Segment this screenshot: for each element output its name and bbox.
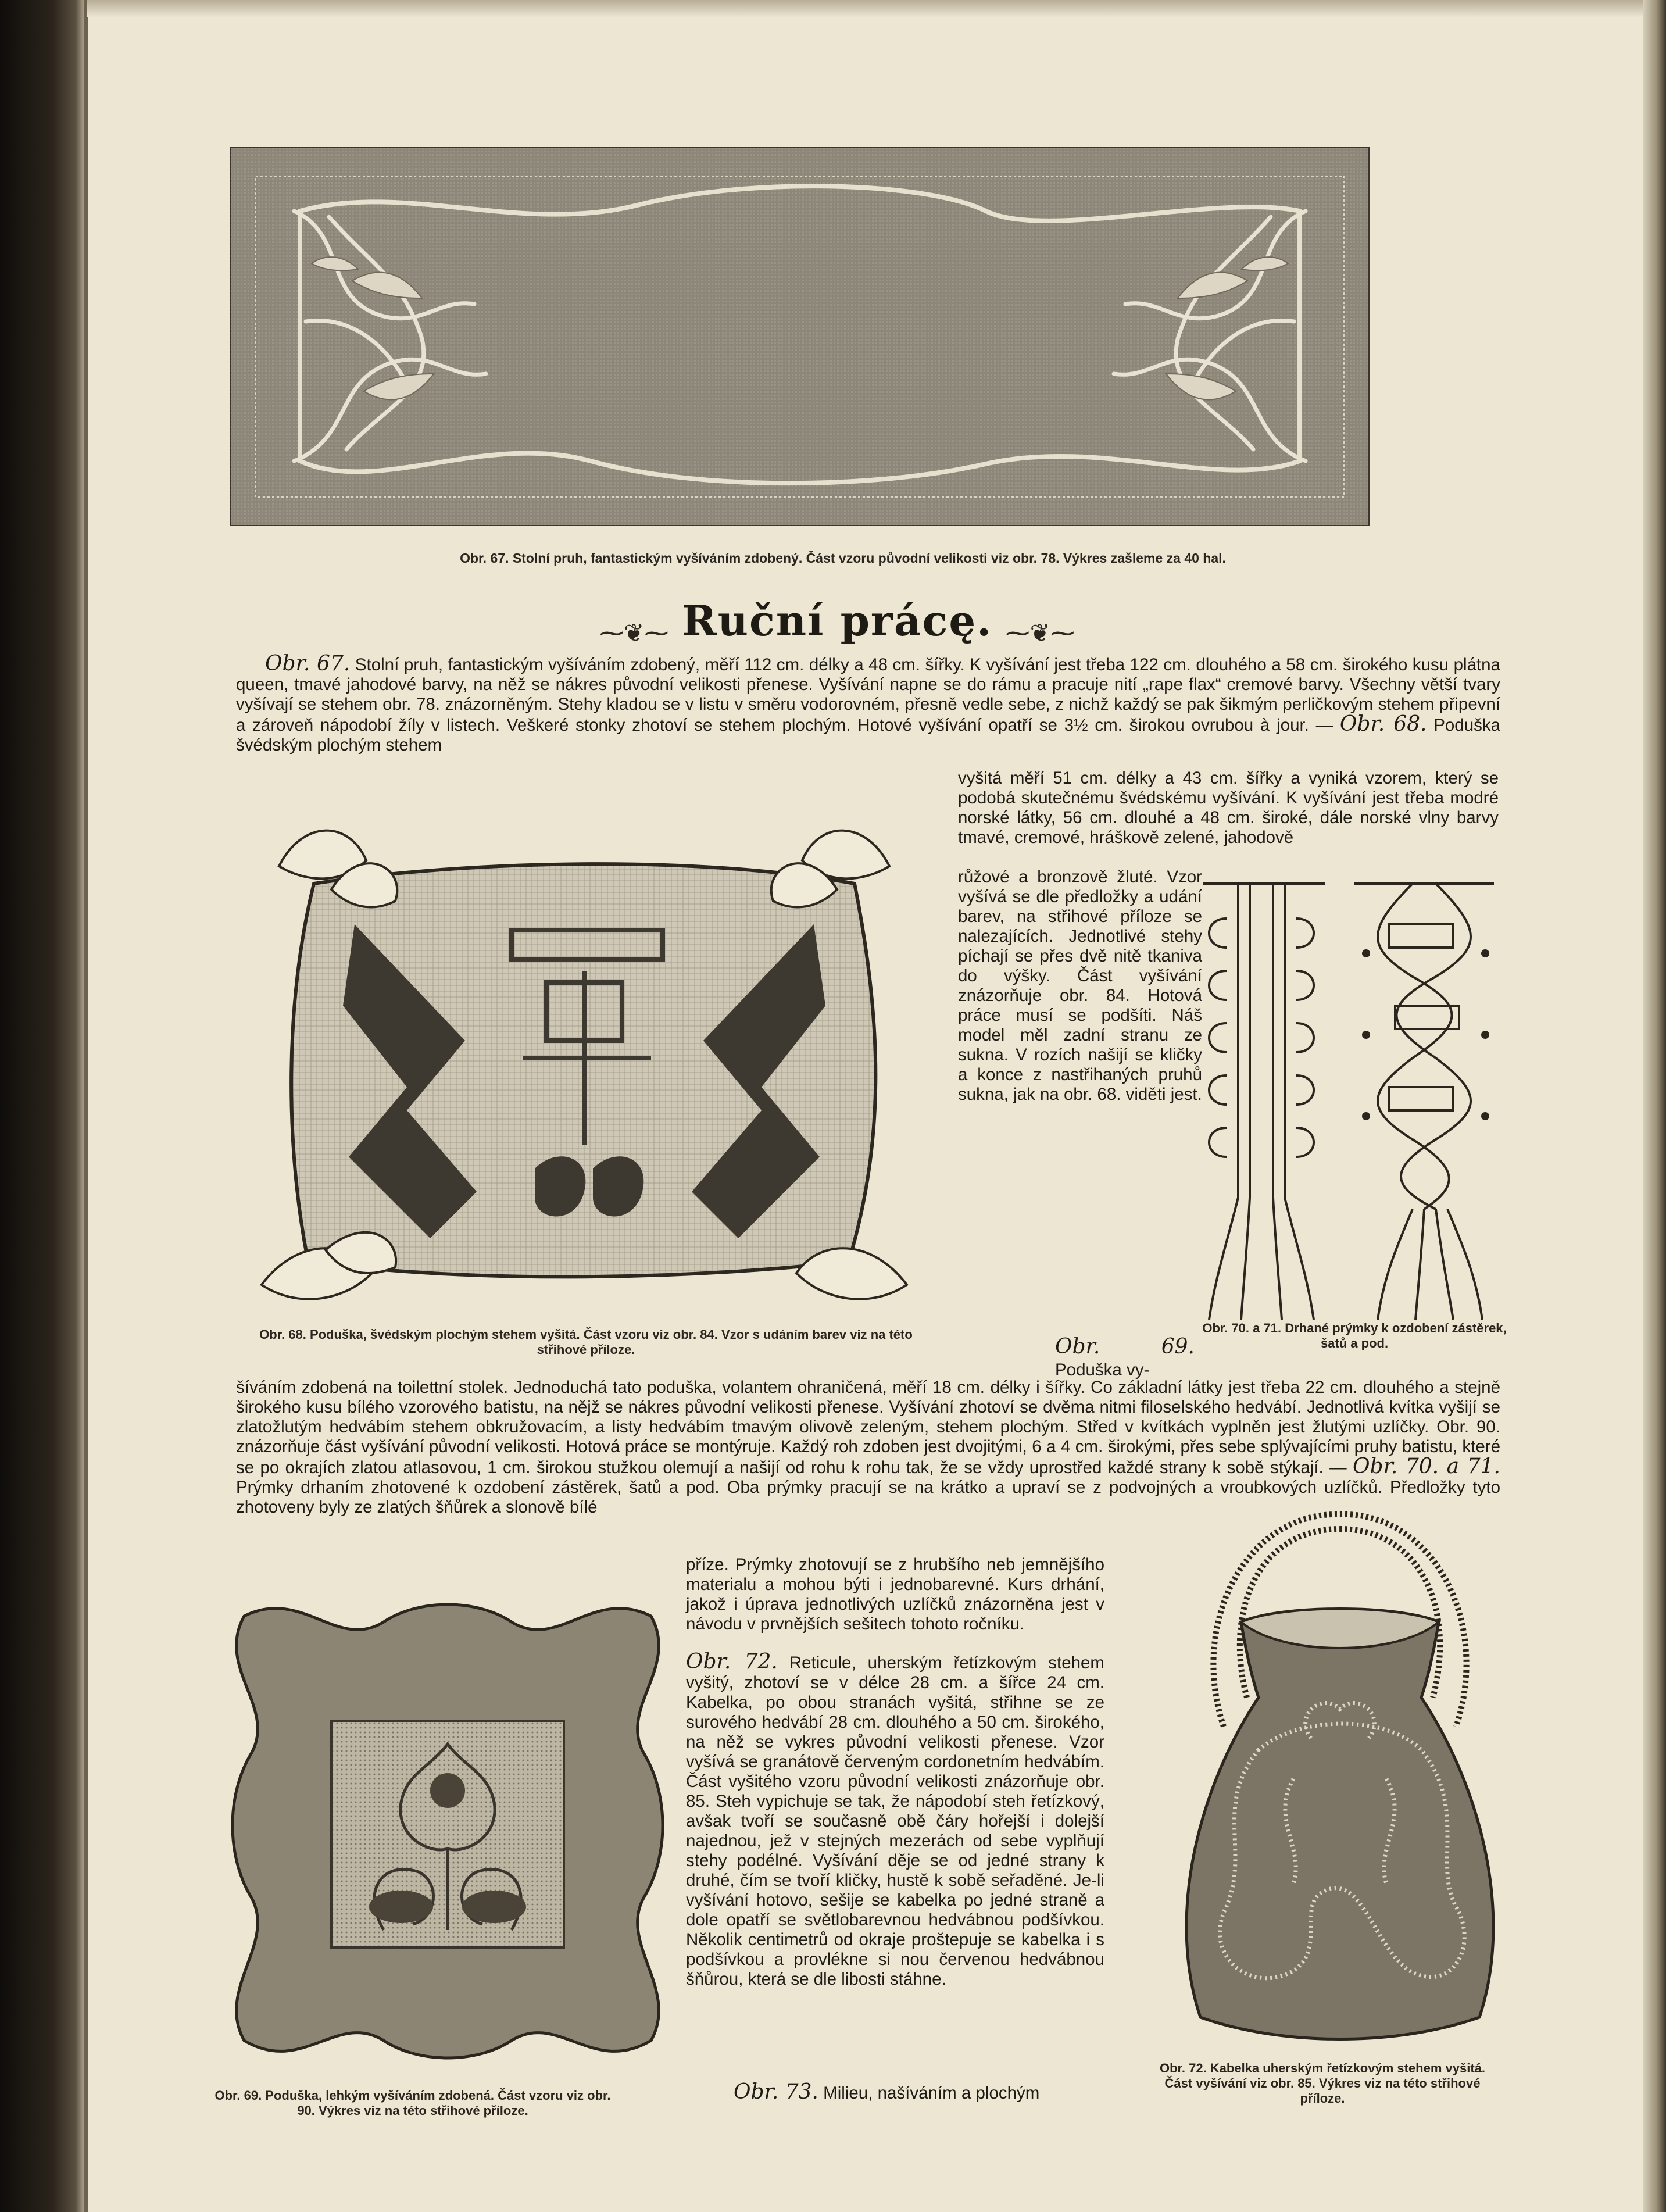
- paragraph-73-start: Milieu, našíváním a plochým: [818, 2084, 1040, 2103]
- figure-ref-68: Obr. 68.: [1339, 712, 1427, 736]
- figure-72-reticule-bag: [1154, 1506, 1526, 2058]
- paragraph-68-col-a: vyšitá měří 51 cm. délky a 43 cm. šířky a vyniká vzorem, který se podobá skutečnému švédskému vyšívání. K vyšívání jest třeba modré norské látky, 56 cm. dlouhé a 48 cm. široké, dále norské vlny barvy tmavé, cremové, hráškově zelené, jahodově: [958, 769, 1499, 847]
- figure-ref-73: Obr. 73.: [734, 2080, 818, 2104]
- heading-ornament-right: ⁓❦⁓: [1005, 619, 1075, 648]
- paragraph-obr-72: [686, 1652, 1104, 1989]
- figure-ref-69: Obr. 69.: [1055, 1335, 1195, 1359]
- paragraph-69-first: Poduška vy-: [1055, 1360, 1150, 1380]
- page-edge-right: [1643, 0, 1666, 2212]
- page-binding-shadow: [0, 0, 87, 2212]
- figure-68-cushion: [233, 796, 936, 1320]
- paragraph-69-body: šíváním zdobená na toilettní stolek. Jednoduchá tato poduška, volantem ohraničená, měří 18 cm. délky i šířky. Co základní látky jest třeba 22 cm. dlouhého a stejně širokého kusu bílého vzorového batistu, na nějž se nákres původní velikosti přenese. Vyšívání zhotoví se dvěma nitmi filoselského hedvábí. Jednotlivá kvítka vyšijí se zlatožlutým hedvábím stehem obkružovacím, a listy hedvábím tmavým olivově zeleným, stehem plochým. Střed v kvítkách vyplněn jest žlutými uzlíčky. Obr. 90. znázorňuje část vyšívání původní velikosti. Hotová práce se montýruje. Každý roh zdoben jest dvojitými, 6 a 4 cm. širokými, přes sebe splývajícími pruhy batistu, které se po okrajích zlatou atlasovou, 1 cm. širokou stužkou olemují a našijí od rohu k rohu tak, že se vždy uprostřed každé strany k sobě stýkají. —: [236, 1378, 1500, 1477]
- paragraph-obr-69: [236, 1378, 1500, 1517]
- figure-ref-72: Obr. 72.: [686, 1650, 778, 1674]
- paragraph-68-start: Poduška švédským plochým stehem: [236, 716, 1501, 755]
- caption-figure-70-71: Obr. 70. a 71. Drhané prýmky k ozdobení zástěrek, šatů a pod.: [1202, 1321, 1507, 1350]
- paragraph-67-body: Stolní pruh, fantastickým vyšíváním zdobený, měří 112 cm. délky a 48 cm. šířky. K vyšívání jest třeba 122 cm. dlouhého a 58 cm. širokého kusu plátna queen, tmavé jahodové barvy, na něž se nákres původní velikosti přenese. Vyšívání napne se do rámu a pracuje nití „rape flax“ cremové barvy. Všechny větší tvary vyšívají se stehem obr. 78. znázorněným. Stehy kladou se v listu v směru vodorovném, přesně vedle sebe, z nichž každý se pak šikmým perličkovým stehem připevní a zároveň nápodobí žíly v listech. Veškeré stonky zhotoví se stehem plochým. Hotové vyšívání opatří se 3½ cm. širokou ovrubou à jour. —: [236, 655, 1500, 735]
- caption-figure-69: Obr. 69. Poduška, lehkým vyšíváním zdobená. Část vzoru viz obr. 90. Výkres viz na této střihové příloze.: [214, 2088, 611, 2118]
- figure-67-table-runner: [230, 147, 1370, 526]
- page-top-shadow: [87, 0, 1643, 17]
- paragraph-70-71-col: příze. Prýmky zhotovují se z hrubšího neb jemnějšího materialu a mohou býti i jednobarevné. Kurs drhání, jakož i úprava jednotlivých uzlíčků znázorněna jest v návodu v prvnějších sešitech tohoto ročníku.: [686, 1555, 1104, 1634]
- section-title: Ruční prácę.: [681, 596, 993, 645]
- heading-ornament-left: ⁓❦⁓: [599, 619, 669, 648]
- section-heading: [552, 596, 1122, 648]
- figure-ref-67: Obr. 67.: [265, 652, 351, 676]
- figure-69-ruffled-cushion: [209, 1581, 686, 2087]
- caption-figure-72: Obr. 72. Kabelka uherským řetízkovým stehem vyšitá. Část vyšívání viz obr. 85. Výkres viz na této střihové příloze.: [1159, 2061, 1486, 2106]
- paragraph-70-71-start: Prýmky drhaním zhotovené k ozdobení zástěrek, šatů a pod. Oba prýmky pracují se na krátko a upraví se z podvojných a vroubkových uzlíčků. Předložky tyto zhotoveny byly ze zlatých šňůrek a slonově bílé: [236, 1478, 1500, 1517]
- paragraph-obr-73: [734, 2082, 1106, 2103]
- caption-figure-68: Obr. 68. Poduška, švédským plochým stehem vyšitá. Část vzoru viz obr. 84. Vzor s udáním barev viz na této střihové příloze.: [259, 1327, 913, 1357]
- caption-figure-67: Obr. 67. Stolní pruh, fantastickým vyšíváním zdobený. Část vzoru původní velikosti viz obr. 78. Výkres zašleme za 40 hal.: [460, 551, 1226, 566]
- paragraph-72-body: Reticule, uherským řetízkovým stehem vyšitý, zhotoví se v délce 28 cm. a šířce 24 cm. Kabelka, po obou stranách vyšitá, střihne se ze surového hedvábí 28 cm. dlouhého a 50 cm. širokého, na něž se vykres původní velikosti přenese. Vzor vyšívá se granátově červeným cordonetním hedvábím. Část vyšitého vzoru původní velikosti znázorňuje obr. 85. Steh vypichuje se tak, že nápodobí steh řetízkový, avšak tvoří se současně obě čáry hořejší i dolejší najednou, jež v stejných mezerách od sebe vyplňují stehy podélné. Vyšívání děje se od jedné strany k druhé, čím se tvoří kličky, hustě k sobě seřaděné. Je-li vyšívání hotovo, sešije se kabelka po jedné straně a dole opatří se světlobarevnou hedvábnou podšívkou. Několik centimetrů od okraje proštepuje se kabelka i s podšívkou a provlékne si nou červenou hedvábnou šňůrou, která se dle libosti stáhne.: [686, 1653, 1104, 1989]
- page-fold: [84, 0, 88, 2212]
- paragraph-68-col-b: růžové a bronzově žluté. Vzor vyšívá se dle předložky a udání barev, na střihové příloze se nalezajících. Jednotlivé stehy píchají se přes dvě nitě tkaniva do výšky. Část vyšívání znázorňuje obr. 84. Hotová práce musí se podšíti. Náš model měl zadní stranu ze sukna. V rozích našijí se kličky a konce z nastřihaných pruhů sukna, jak na obr. 68. viděti jest.: [958, 867, 1202, 1104]
- paragraph-obr-67: [236, 654, 1500, 755]
- figure-ref-70-71: Obr. 70. a 71.: [1352, 1455, 1500, 1478]
- paragraph-69-start: [1055, 1336, 1195, 1381]
- figure-70-71-macrame-trims: [1192, 872, 1517, 1325]
